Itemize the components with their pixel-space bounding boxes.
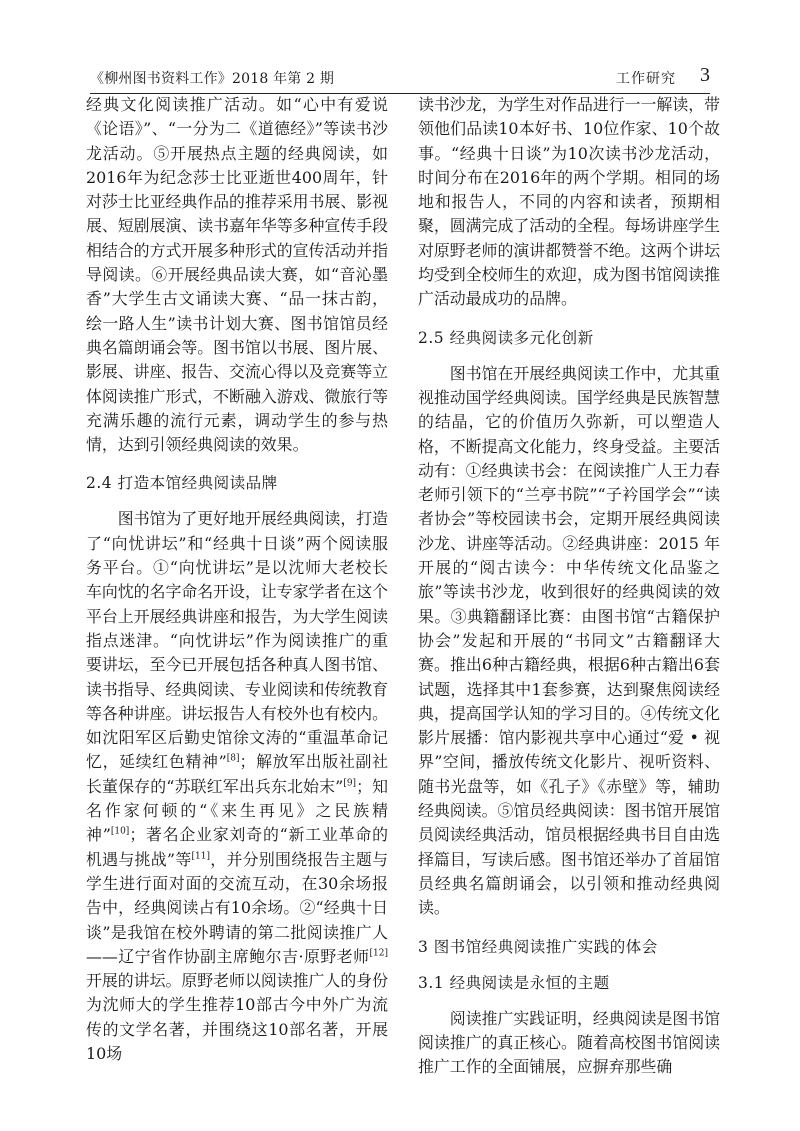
paragraph-continued: 读书沙龙，为学生对作品进行一一解读，带领他们品读10本好书、10位作家、10个故事。“经典十日谈”为10次读书沙龙活动，时间分布在2016年的两个学期。相同的场地和报告人，不同的内容和读者，预期相聚，圆满完成了活动的全程。每场讲座学生对原野老师的演讲都赞誉不绝。这两个讲坛均受到全校师生的欢迎，成为图书馆阅读推广活动最成功的品牌。 xyxy=(418,95,720,309)
running-header xyxy=(90,64,710,90)
citation-ref-8: [8] xyxy=(226,754,240,765)
section-heading-2-5: 2.5 经典阅读多元化创新 xyxy=(418,328,594,347)
page-number: 3 xyxy=(700,64,710,86)
section-heading-3: 3 图书馆经典阅读推广实践的体会 xyxy=(418,937,658,956)
right-column xyxy=(418,93,720,1079)
citation-ref-10: [10] xyxy=(110,827,130,838)
section-heading-3-1: 3.1 经典阅读是永恒的主题 xyxy=(418,973,610,992)
section-name: 工作研究 xyxy=(616,71,676,87)
text-run: ；著名企业家刘奇的“新工业革命的机遇与挑战”等 xyxy=(86,825,388,869)
text-run: 图书馆为了更好地开展经典阅读，打造了“向忧讲坛”和“经典十日谈”两个阅读服务平台。①“向忧讲坛”是以沈师大老校长车向忱的名字命名开设，让专家学者在这个平台上开展经典讲座和报告，为大学生阅读指点迷津。“向忱讲坛”作为阅读推广的重要讲坛，至今已开展包括各种真人图书馆、读书指导、经典阅读、专业阅读和传统教育等各种讲座。讲坛报告人有校外也有校内。如沈阳军区后勤史馆徐文涛的“重温革命记忆，延续红色精神” xyxy=(86,509,388,772)
text-run: 开展的讲坛。原野老师以阅读推广人的身份为沈师大的学生推荐10部古今中外广为流传的文学名著，并围绕这10部名著，开展10场 xyxy=(86,971,388,1063)
paragraph-reading-brand xyxy=(86,507,388,1066)
citation-ref-9: [9] xyxy=(343,778,357,789)
paragraph-eternal-theme: 阅读推广实践证明，经典阅读是图书馆阅读推广的真正核心。随着高校图书馆阅读推广工作的全面铺展，应摒弃那些确 xyxy=(418,1008,720,1077)
journal-title: 《柳州图书资料工作》2018 年第 2 期 xyxy=(90,71,335,87)
citation-ref-12: [12] xyxy=(369,948,388,959)
paragraph-continued: 经典文化阅读推广活动。如“心中有爱说《论语》”、“一分为二《道德经》”等读书沙龙活动。⑤开展热点主题的经典阅读，如2016年为纪念莎士比亚逝世400周年，针对莎士比亚经典作品的推荐采用书展、影视展、短剧展演、读书嘉年华等多种宣传手段相结合的方式开展多种形式的宣传活动并指导阅读。⑥开展经典品读大赛，如“音沁墨香”大学生古文诵读大赛、“品一抹古韵，绘一路人生”读书计划大赛、图书馆馆员经典名篇朗诵会等。图书馆以书展、图片展、影展、讲座、报告、交流心得以及竞赛等立体阅读推广形式，不断融入游戏、微旅行等充满乐趣的流行元素，调动学生的参与热情，达到引领经典阅读的效果。 xyxy=(86,95,388,455)
left-column xyxy=(86,93,388,1066)
section-heading-2-4: 2.4 打造本馆经典阅读品牌 xyxy=(86,474,278,493)
citation-ref-11: [11] xyxy=(191,851,210,862)
text-run: ；知名作家何顿的“《来生再见》之民族精神” xyxy=(86,776,389,845)
paragraph-diversified-innovation: 图书馆在开展经典阅读工作中，尤其重视推动国学经典阅读。国学经典是民族智慧的结晶，它的价值历久弥新，可以塑造人格，不断提高文化能力，终身受益。主要活动有：①经典读书会：在阅读推广人王力春老师引领下的“兰亭书院”“子衿国学会”“读者协会”等校园读书会，定期开展经典阅读沙龙、讲座等活动。②经典讲座：2015 年开展的“阅古读今：中华传统文化品鉴之旅”等读书沙龙，收到很好的经典阅读的效果。③典籍翻译比赛：由图书馆“古籍保护协会”发起和开展的“书同文”古籍翻译大赛。推出6种古籍经典，根据6种古籍出6套试题，选择其中1套参赛，达到聚焦阅读经典，提高国学认知的学习目的。④传统文化影片展播：馆内影视共享中心通过“爱 • 视界”空间，播放传统文化影片、视听资料、随书光盘等，如《孔子》《赤壁》等，辅助经典阅读。⑤馆员经典阅读：图书馆开展馆员阅读经典活动，馆员根据经典书目自由选择篇目，写读后感。图书馆还举办了首届馆员经典名篇朗诵会，以引领和推动经典阅读。 xyxy=(418,363,720,918)
text-run: ，并分别围绕报告主题与学生进行面对面的交流互动，在30余场报告中，经典阅读占有10余场。②“经典十日谈”是我馆在校外聘请的第二批阅读推广人——辽宁省作协副主席鲍尔吉·原野老师 xyxy=(86,849,389,966)
text-run: ；解放军出版社副社长董保存的“苏联红军出兵东北始末” xyxy=(86,752,389,796)
